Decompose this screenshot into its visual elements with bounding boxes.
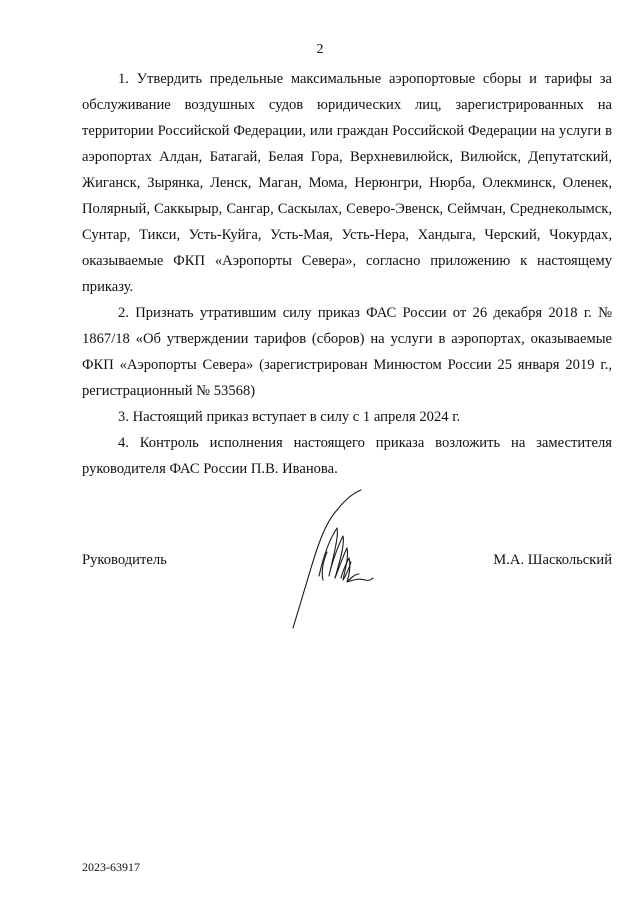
signer-title: Руководитель bbox=[82, 552, 167, 568]
paragraph-3: 3. Настоящий приказ вступает в силу с 1 апреля 2024 г. bbox=[118, 409, 461, 425]
paragraph-2: 2. Признать утратившим силу приказ ФАС России от 26 декабря 2018 г. № 1867/18 «Об утверждении тарифов (сборов) на услуги в аэропортах, оказываемые ФКП «Аэропорты Севера» (зарегистрирован Минюстом России 25 января 2019 г., регистрационный № 53568) bbox=[82, 305, 612, 399]
paragraph-4: 4. Контроль исполнения настоящего приказа возложить на заместителя руководителя ФАС России П.В. Иванова. bbox=[82, 435, 612, 477]
paragraph-1: 1. Утвердить предельные максимальные аэропортовые сборы и тарифы за обслуживание воздушных судов юридических лиц, зарегистрированных на территории Российской Федерации, или граждан Российской Федерации на услуги в аэропортах Алдан, Батагай, Белая Гора, Верхневилюйск, Вилюйск, Депутатский, Жиганск, Зырянка, Ленск, Маган, Мома, Нерюнгри, Нюрба, Олекминск, Оленек, Полярный, Саккырыр, Сангар, Саскылах, Северо-Эвенск, Сеймчан, Среднеколымск, Сунтар, Тикси, Усть-Куйга, Усть-Мая, Усть-Нера, Хандыга, Черский, Чокурдах, оказываемые ФКП «Аэропорты Севера», согласно приложению к настоящему приказу. bbox=[82, 71, 612, 295]
document-body bbox=[82, 66, 612, 482]
page-number: 2 bbox=[316, 42, 324, 57]
document-registration-number: 2023-63917 bbox=[82, 860, 140, 874]
signer-name: М.А. Шаскольский bbox=[493, 552, 612, 568]
handwritten-signature bbox=[285, 488, 385, 633]
